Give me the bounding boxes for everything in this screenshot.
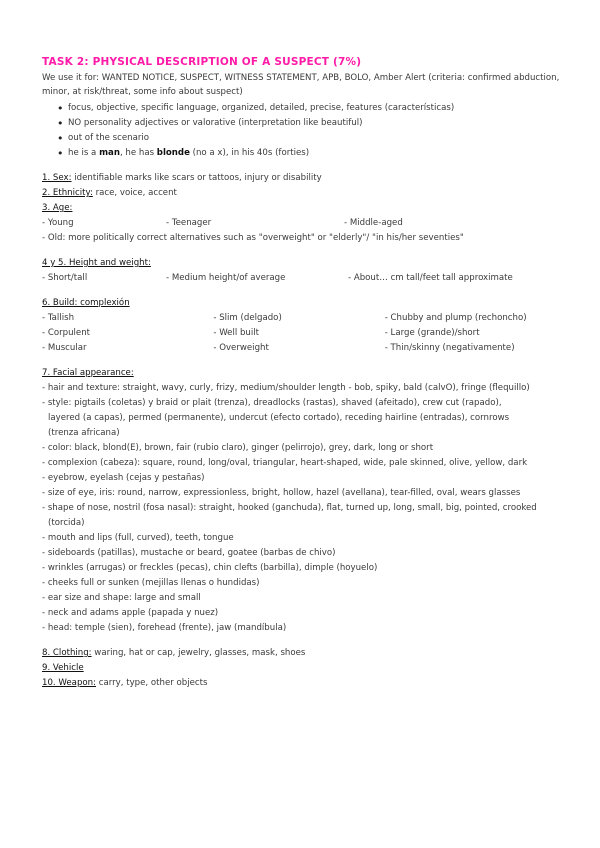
section-build: 6. Build: complexión	[42, 298, 130, 308]
height-options: - Short/tall - Medium height/of average - About… cm tall/feet tall approximate	[42, 273, 513, 283]
facial-line: - ear size and shape: large and small	[42, 593, 201, 603]
facial-line: - eyebrow, eyelash (cejas y pestañas)	[42, 473, 205, 483]
list-item: • NO personality adjectives or valorative (interpretation like beautiful)	[57, 116, 562, 131]
facial-line: - neck and adams apple (papada y nuez)	[42, 608, 219, 618]
section-ethnicity: 2. Ethnicity: race, voice, accent	[42, 188, 177, 198]
facial-line: - sideboards (patillas), mustache or beard, goatee (barbas de chivo)	[42, 548, 336, 558]
section-facial: 7. Facial appearance:	[42, 368, 134, 378]
facial-line: (torcida)	[48, 518, 85, 528]
list-item: • out of the scenario	[57, 131, 562, 146]
section-clothing: 8. Clothing: waring, hat or cap, jewelry, glasses, mask, shoes	[42, 648, 306, 658]
facial-line: - head: temple (sien), forehead (frente), jaw (mandíbula)	[42, 623, 287, 633]
facial-line: - shape of nose, nostril (fosa nasal): straight, hooked (ganchuda), flat, turned up, long, small, big, pointed, crooked	[42, 503, 537, 513]
section-weapon: 10. Weapon: carry, type, other objects	[42, 678, 208, 688]
page-title: TASK 2: PHYSICAL DESCRIPTION OF A SUSPECT (7%)	[42, 56, 362, 68]
facial-line: - mouth and lips (full, curved), teeth, tongue	[42, 533, 234, 543]
section-height-weight: 4 y 5. Height and weight:	[42, 258, 151, 268]
age-note: - Old: more politically correct alternatives such as "overweight" or "elderly"/ "in his/her seventies"	[42, 233, 464, 243]
build-row: - Corpulent - Well built - Large (grande)/short	[42, 328, 480, 338]
criteria-list	[42, 101, 562, 161]
build-row: - Tallish - Slim (delgado) - Chubby and plump (rechoncho)	[42, 313, 527, 323]
intro-text: We use it for: WANTED NOTICE, SUSPECT, WITNESS STATEMENT, APB, BOLO, Amber Alert (criteria: confirmed abduction, minor, at risk/threat, some info about suspect)	[42, 73, 560, 97]
section-sex: 1. Sex: identifiable marks like scars or tattoos, injury or disability	[42, 173, 322, 183]
facial-line: - style: pigtails (coletas) y braid or plait (trenza), dreadlocks (rastas), shaved (afeitado), crew cut (rapado),	[42, 398, 502, 408]
facial-line: - wrinkles (arrugas) or freckles (pecas), chin clefts (barbilla), dimple (hoyuelo)	[42, 563, 378, 573]
facial-line: - hair and texture: straight, wavy, curly, frizy, medium/shoulder length - bob, spiky, bald (calvO), fringe (flequillo)	[42, 383, 530, 393]
facial-line: - cheeks full or sunken (mejillas llenas o hundidas)	[42, 578, 260, 588]
facial-line: layered (a capas), permed (permanente), undercut (efecto cortado), receding hairline (entradas), cornrows	[48, 413, 510, 423]
facial-line: - size of eye, iris: round, narrow, expressionless, bright, hollow, hazel (avellana), tear-filled, oval, wears glasses	[42, 488, 521, 498]
build-row: - Muscular - Overweight - Thin/skinny (negativamente)	[42, 343, 515, 353]
facial-line: - color: black, blond(E), brown, fair (rubio claro), ginger (pelirrojo), grey, dark, long or short	[42, 443, 434, 453]
facial-line: - complexion (cabeza): square, round, long/oval, triangular, heart-shaped, wide, pale skinned, olive, yellow, dark	[42, 458, 528, 468]
list-item: • focus, objective, specific language, organized, detailed, precise, features (características)	[57, 101, 562, 116]
section-vehicle: 9. Vehicle	[42, 663, 84, 673]
document-page	[42, 56, 562, 691]
age-options: - Young - Teenager - Middle-aged	[42, 218, 403, 228]
list-item: • he is a man, he has blonde (no a x), in his 40s (forties)	[57, 146, 562, 161]
facial-line: (trenza africana)	[48, 428, 120, 438]
section-age: 3. Age:	[42, 203, 73, 213]
